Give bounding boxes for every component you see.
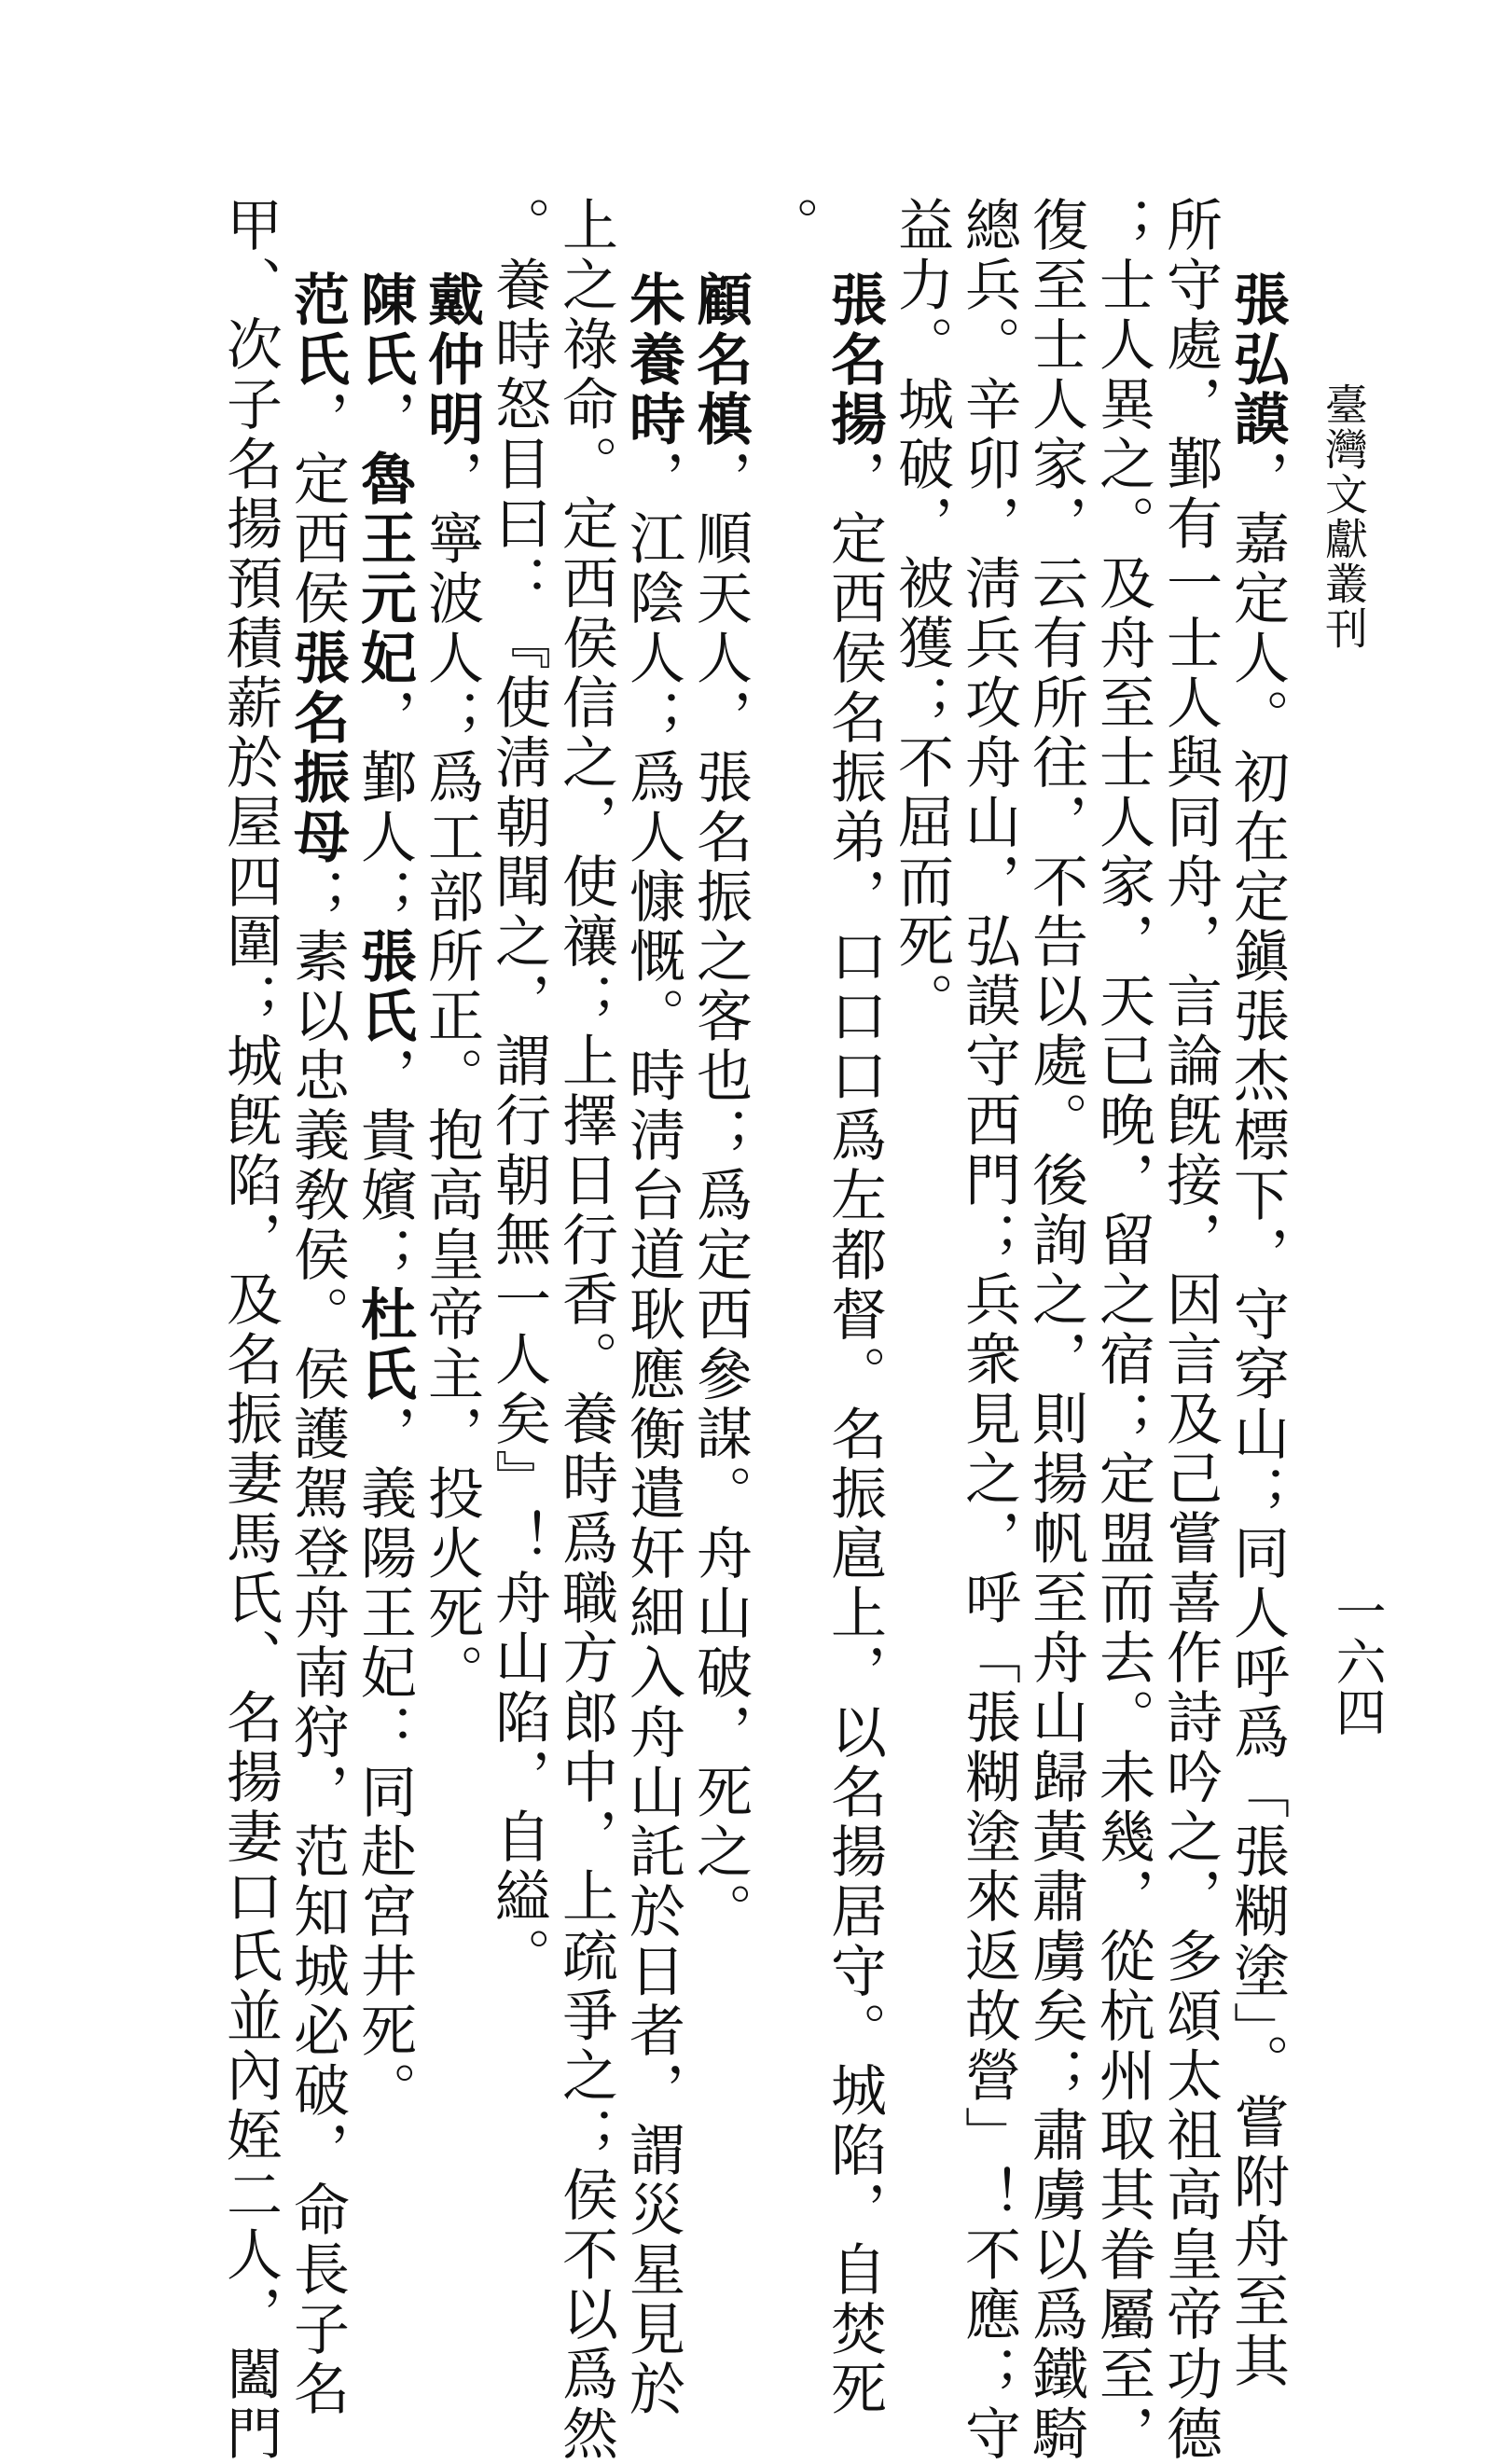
entry-name: 范氏 xyxy=(284,270,350,390)
text-column xyxy=(687,270,753,2210)
entry-name: 張氏 xyxy=(352,927,417,1046)
text-segment: ，江陰人；爲人慷慨。時淸台道耿應衡遣奸細入舟山託於日者，謂災星見於 xyxy=(620,450,685,2419)
entry-name: 戴仲明 xyxy=(419,270,484,450)
entry-name: 杜氏 xyxy=(352,1285,417,1405)
text-segment: ，貴嬪； xyxy=(352,1046,417,1285)
text-segment: 總兵。辛卯，淸兵攻舟山，弘謨守西門；兵衆見之，呼「張糊塗來返故營」！不應；守 xyxy=(956,196,1021,2464)
entry-name: 顧名槙 xyxy=(687,270,753,450)
text-segment: ，定西侯名振弟，口口口爲左都督。名振扈上，以名揚居守。城陷，自焚死 xyxy=(822,450,887,2419)
text-column xyxy=(1090,196,1155,2464)
text-column xyxy=(620,270,685,2419)
text-segment: 。 xyxy=(754,196,820,256)
text-segment: 所守處，鄞有一士人與同舟，言論旣接，因言及己嘗喜作詩吟之，多頌太祖高皇帝功德 xyxy=(1157,196,1223,2464)
text-column xyxy=(419,270,484,2210)
text-column xyxy=(352,270,417,2210)
entry-name: 張名振母 xyxy=(284,629,350,867)
text-segment: ， xyxy=(352,390,417,450)
text-column xyxy=(956,196,1021,2464)
text-column xyxy=(553,196,618,2464)
text-segment: 。養時怒目曰：『使淸朝聞之，謂行朝無一人矣』！舟山陷，自縊。 xyxy=(486,196,551,1986)
text-column xyxy=(486,196,551,2136)
entry-name: 張弘謨 xyxy=(1224,270,1290,450)
text-column xyxy=(1023,196,1088,2464)
text-column xyxy=(1157,196,1223,2464)
running-title: 臺灣文獻叢刊 xyxy=(1319,382,1369,651)
text-segment: 益力。城破，被獲；不屈而死。 xyxy=(889,196,954,1031)
text-segment: ，義陽王妃：同赴宮井死。 xyxy=(352,1405,417,2121)
page-number: 一六四 xyxy=(1328,1585,1387,1737)
text-segment: ，嘉定人。初在定鎭張杰標下，守穿山；同人呼爲「張糊塗」。嘗附舟至其 xyxy=(1224,450,1290,2391)
text-segment: 復至士人家，云有所往，不告以處。後詢之，則揚帆至舟山歸黃肅虜矣；肅虜以爲鐵騎 xyxy=(1023,196,1088,2464)
text-segment: ，順天人，張名振之客也；爲定西參謀。舟山破，死之。 xyxy=(687,450,753,1942)
text-segment: 甲、次子名揚預積薪於屋四圍；城旣陷，及名振妻馬氏、名揚妻口氏並內姪二人，闔門 xyxy=(217,196,283,2464)
text-column xyxy=(822,270,887,2419)
entry-name: 陳氏 xyxy=(352,270,417,390)
text-column xyxy=(1224,270,1290,2391)
text-column xyxy=(754,196,820,2136)
text-segment: ，寧波人；爲工部所正。抱高皇帝主，投火死。 xyxy=(419,450,484,1703)
text-column xyxy=(217,196,283,2464)
text-segment: ；士人異之。及舟至士人家，天已晚，留之宿；定盟而去。未幾，從杭州取其眷屬至， xyxy=(1090,196,1155,2464)
entry-name: 張名揚 xyxy=(822,270,887,450)
text-column xyxy=(889,196,954,2136)
text-column xyxy=(284,270,350,2419)
text-segment: 上之祿命。定西侯信之，使禳；上擇日行香。養時爲職方郎中，上疏爭之；侯不以爲然 xyxy=(553,196,618,2464)
entry-name: 魯王元妃 xyxy=(352,450,417,688)
text-segment: ，鄞人； xyxy=(352,688,417,927)
text-segment: ；素以忠義敎侯。侯護駕登舟南狩，范知城必破，命長子名 xyxy=(284,867,350,2419)
text-segment: ，定西侯 xyxy=(284,390,350,629)
entry-name: 朱養時 xyxy=(620,270,685,450)
